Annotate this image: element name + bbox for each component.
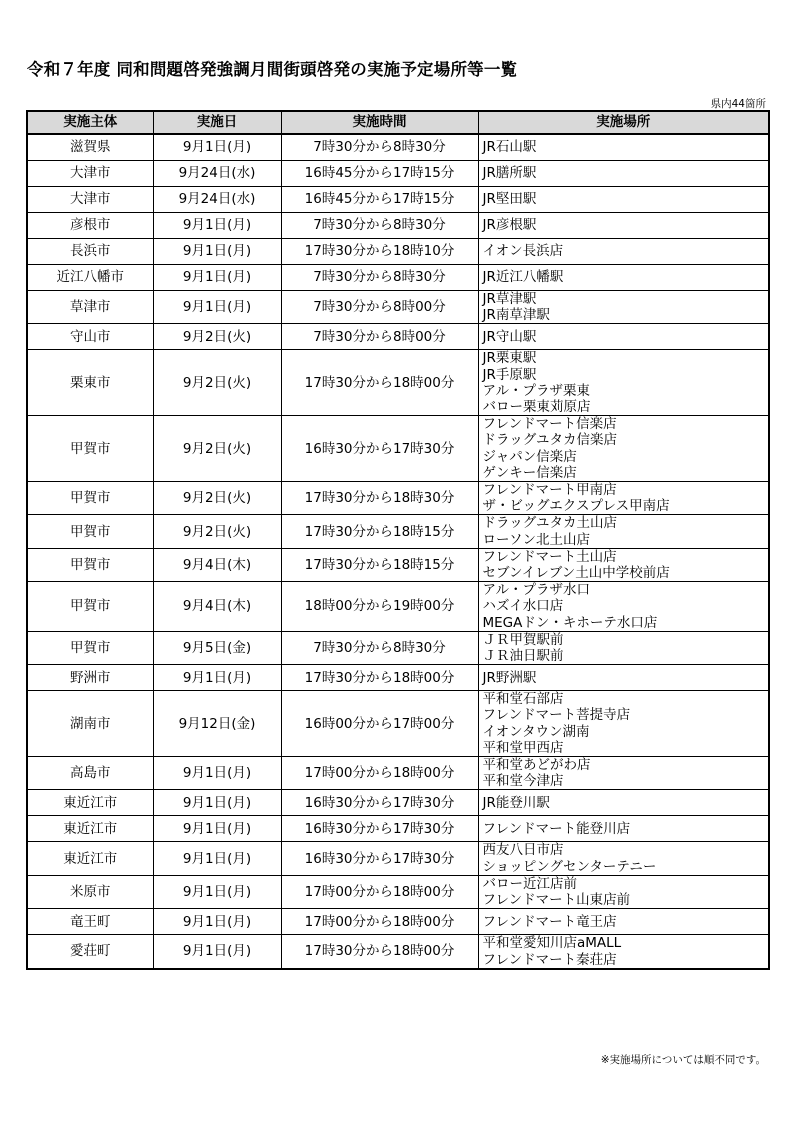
place-name: バロー栗東苅原店 bbox=[482, 399, 591, 416]
time-cell: 7時30分から8時30分 bbox=[281, 213, 478, 239]
header-place: 実施場所 bbox=[478, 111, 769, 134]
entity-cell: 竜王町 bbox=[27, 909, 153, 935]
location-count: 県内44箇所 bbox=[710, 98, 766, 110]
place-name: ＪＲ油日駅前 bbox=[482, 648, 564, 665]
table-row bbox=[27, 909, 769, 935]
place-name: ジャパン信楽店 bbox=[482, 448, 577, 465]
place-name: JR膳所駅 bbox=[482, 165, 537, 182]
place-cell bbox=[478, 875, 769, 908]
place-name: ＪＲ甲賀駅前 bbox=[482, 631, 564, 648]
time-cell: 17時00分から18時00分 bbox=[281, 875, 478, 908]
time-cell: 18時00分から19時00分 bbox=[281, 582, 478, 632]
date-cell: 9月2日(火) bbox=[153, 515, 281, 548]
place-name: ハズイ水口店 bbox=[482, 598, 564, 615]
place-cell bbox=[478, 134, 769, 161]
place-cell bbox=[478, 548, 769, 581]
place-cell bbox=[478, 842, 769, 875]
table-row bbox=[27, 213, 769, 239]
time-cell: 17時30分から18時10分 bbox=[281, 239, 478, 265]
time-cell: 16時00分から17時00分 bbox=[281, 691, 478, 757]
entity-cell: 野洲市 bbox=[27, 665, 153, 691]
place-name: JR南草津駅 bbox=[482, 307, 550, 324]
place-name: JR野洲駅 bbox=[482, 669, 537, 686]
place-name: 平和堂甲西店 bbox=[482, 739, 564, 756]
table-row bbox=[27, 875, 769, 908]
entity-cell: 東近江市 bbox=[27, 842, 153, 875]
place-name: JR草津駅 bbox=[482, 291, 537, 307]
time-cell: 17時30分から18時30分 bbox=[281, 482, 478, 515]
date-cell: 9月1日(月) bbox=[153, 213, 281, 239]
entity-cell: 守山市 bbox=[27, 324, 153, 350]
place-name: JR石山駅 bbox=[482, 139, 537, 156]
table-row bbox=[27, 350, 769, 416]
place-name: フレンドマート山東店前 bbox=[482, 892, 631, 909]
table-row bbox=[27, 134, 769, 161]
entity-cell: 甲賀市 bbox=[27, 515, 153, 548]
entity-cell: 湖南市 bbox=[27, 691, 153, 757]
date-cell: 9月1日(月) bbox=[153, 875, 281, 908]
entity-cell: 甲賀市 bbox=[27, 631, 153, 664]
footnote: ※実施場所については順不同です。 bbox=[600, 1054, 766, 1066]
place-name: ゲンキー信楽店 bbox=[482, 464, 577, 481]
place-cell bbox=[478, 482, 769, 515]
date-cell: 9月1日(月) bbox=[153, 239, 281, 265]
entity-cell: 近江八幡市 bbox=[27, 265, 153, 291]
time-cell: 16時30分から17時30分 bbox=[281, 842, 478, 875]
entity-cell: 東近江市 bbox=[27, 816, 153, 842]
place-name: フレンドマート秦荘店 bbox=[482, 951, 617, 968]
header-row bbox=[27, 111, 769, 134]
place-name: フレンドマート甲南店 bbox=[482, 482, 617, 499]
table-row bbox=[27, 548, 769, 581]
table-row bbox=[27, 935, 769, 969]
place-cell bbox=[478, 416, 769, 482]
entity-cell: 大津市 bbox=[27, 187, 153, 213]
table-row bbox=[27, 816, 769, 842]
table-row bbox=[27, 324, 769, 350]
place-cell bbox=[478, 265, 769, 291]
time-cell: 17時30分から18時00分 bbox=[281, 935, 478, 969]
header-time: 実施時間 bbox=[281, 111, 478, 134]
header-date: 実施日 bbox=[153, 111, 281, 134]
place-name: アル・プラザ水口 bbox=[482, 582, 590, 599]
entity-cell: 高島市 bbox=[27, 757, 153, 790]
table-row bbox=[27, 265, 769, 291]
place-name: フレンドマート竜王店 bbox=[482, 913, 617, 930]
time-cell: 17時00分から18時00分 bbox=[281, 909, 478, 935]
place-cell bbox=[478, 213, 769, 239]
place-cell bbox=[478, 582, 769, 632]
entity-cell: 甲賀市 bbox=[27, 416, 153, 482]
entity-cell: 草津市 bbox=[27, 291, 153, 324]
place-cell bbox=[478, 631, 769, 664]
place-cell bbox=[478, 187, 769, 213]
table-row bbox=[27, 482, 769, 515]
entity-cell: 愛荘町 bbox=[27, 935, 153, 969]
place-name: JR守山駅 bbox=[482, 328, 537, 345]
table-row bbox=[27, 239, 769, 265]
table-row bbox=[27, 161, 769, 187]
entity-cell: 彦根市 bbox=[27, 213, 153, 239]
table-row bbox=[27, 757, 769, 790]
table-row bbox=[27, 515, 769, 548]
place-cell bbox=[478, 691, 769, 757]
place-name: アル・プラザ栗東 bbox=[482, 382, 590, 399]
date-cell: 9月1日(月) bbox=[153, 665, 281, 691]
time-cell: 7時30分から8時30分 bbox=[281, 134, 478, 161]
time-cell: 16時30分から17時30分 bbox=[281, 790, 478, 816]
entity-cell: 東近江市 bbox=[27, 790, 153, 816]
place-name: JR栗東駅 bbox=[482, 350, 537, 367]
place-name: フレンドマート土山店 bbox=[482, 548, 617, 565]
place-cell bbox=[478, 816, 769, 842]
date-cell: 9月5日(金) bbox=[153, 631, 281, 664]
place-name: 平和堂石部店 bbox=[482, 691, 564, 708]
time-cell: 17時30分から18時15分 bbox=[281, 548, 478, 581]
schedule-table bbox=[26, 110, 770, 970]
date-cell: 9月12日(金) bbox=[153, 691, 281, 757]
place-name: 平和堂今津店 bbox=[482, 773, 564, 790]
table-row bbox=[27, 790, 769, 816]
date-cell: 9月1日(月) bbox=[153, 909, 281, 935]
entity-cell: 栗東市 bbox=[27, 350, 153, 416]
table-row bbox=[27, 691, 769, 757]
place-name: JR近江八幡駅 bbox=[482, 269, 564, 286]
time-cell: 7時30分から8時30分 bbox=[281, 631, 478, 664]
table-row bbox=[27, 291, 769, 324]
place-name: セブンイレブン土山中学校前店 bbox=[482, 565, 670, 582]
date-cell: 9月2日(火) bbox=[153, 482, 281, 515]
entity-cell: 甲賀市 bbox=[27, 548, 153, 581]
entity-cell: 甲賀市 bbox=[27, 582, 153, 632]
time-cell: 7時30分から8時30分 bbox=[281, 265, 478, 291]
place-name: ザ・ビッグエクスプレス甲南店 bbox=[482, 498, 670, 515]
place-name: ショッピングセンターテニー bbox=[482, 858, 657, 875]
date-cell: 9月1日(月) bbox=[153, 134, 281, 161]
entity-cell: 米原市 bbox=[27, 875, 153, 908]
place-cell bbox=[478, 665, 769, 691]
entity-cell: 大津市 bbox=[27, 161, 153, 187]
date-cell: 9月1日(月) bbox=[153, 291, 281, 324]
place-cell bbox=[478, 935, 769, 969]
place-cell bbox=[478, 161, 769, 187]
date-cell: 9月1日(月) bbox=[153, 935, 281, 969]
table-row bbox=[27, 842, 769, 875]
table-row bbox=[27, 416, 769, 482]
table-row bbox=[27, 631, 769, 664]
place-name: 平和堂あどがわ店 bbox=[482, 757, 591, 774]
table-header bbox=[27, 111, 769, 134]
date-cell: 9月24日(水) bbox=[153, 161, 281, 187]
header-entity: 実施主体 bbox=[27, 111, 153, 134]
place-name: フレンドマート信楽店 bbox=[482, 416, 617, 433]
page-title: 令和７年度 同和問題啓発強調月間街頭啓発の実施予定場所等一覧 bbox=[27, 60, 518, 79]
place-cell bbox=[478, 909, 769, 935]
table-body bbox=[27, 134, 769, 969]
table-row bbox=[27, 665, 769, 691]
place-name: バロー近江店前 bbox=[482, 875, 577, 892]
place-name: 西友八日市店 bbox=[482, 842, 564, 859]
place-name: JR堅田駅 bbox=[482, 191, 537, 208]
entity-cell: 甲賀市 bbox=[27, 482, 153, 515]
place-name: イオンタウン湖南 bbox=[482, 723, 590, 740]
place-cell bbox=[478, 324, 769, 350]
place-name: ドラッグユタカ土山店 bbox=[482, 515, 617, 532]
time-cell: 17時30分から18時00分 bbox=[281, 665, 478, 691]
place-cell bbox=[478, 515, 769, 548]
time-cell: 16時45分から17時15分 bbox=[281, 187, 478, 213]
date-cell: 9月4日(木) bbox=[153, 548, 281, 581]
place-name: MEGAドン・キホーテ水口店 bbox=[482, 614, 658, 631]
date-cell: 9月1日(月) bbox=[153, 790, 281, 816]
place-cell bbox=[478, 239, 769, 265]
time-cell: 7時30分から8時00分 bbox=[281, 324, 478, 350]
time-cell: 16時45分から17時15分 bbox=[281, 161, 478, 187]
place-cell bbox=[478, 790, 769, 816]
entity-cell: 滋賀県 bbox=[27, 134, 153, 161]
place-cell bbox=[478, 757, 769, 790]
place-name: JR能登川駅 bbox=[482, 794, 550, 811]
time-cell: 7時30分から8時00分 bbox=[281, 291, 478, 324]
date-cell: 9月2日(火) bbox=[153, 324, 281, 350]
entity-cell: 長浜市 bbox=[27, 239, 153, 265]
time-cell: 17時30分から18時00分 bbox=[281, 350, 478, 416]
date-cell: 9月1日(月) bbox=[153, 816, 281, 842]
date-cell: 9月24日(水) bbox=[153, 187, 281, 213]
place-name: フレンドマート菩提寺店 bbox=[482, 707, 631, 724]
date-cell: 9月1日(月) bbox=[153, 757, 281, 790]
date-cell: 9月2日(火) bbox=[153, 416, 281, 482]
place-name: JR手原駅 bbox=[482, 366, 537, 383]
place-cell bbox=[478, 291, 769, 324]
date-cell: 9月2日(火) bbox=[153, 350, 281, 416]
date-cell: 9月1日(月) bbox=[153, 842, 281, 875]
time-cell: 17時30分から18時15分 bbox=[281, 515, 478, 548]
place-cell bbox=[478, 350, 769, 416]
date-cell: 9月1日(月) bbox=[153, 265, 281, 291]
table-row bbox=[27, 582, 769, 632]
place-name: 平和堂愛知川店aMALL bbox=[482, 935, 622, 952]
time-cell: 17時00分から18時00分 bbox=[281, 757, 478, 790]
time-cell: 16時30分から17時30分 bbox=[281, 816, 478, 842]
place-name: JR彦根駅 bbox=[482, 217, 537, 234]
place-name: ローソン北土山店 bbox=[482, 531, 590, 548]
place-name: イオン長浜店 bbox=[482, 243, 564, 260]
time-cell: 16時30分から17時30分 bbox=[281, 416, 478, 482]
place-name: フレンドマート能登川店 bbox=[482, 820, 631, 837]
place-name: ドラッグユタカ信楽店 bbox=[482, 432, 617, 449]
table-row bbox=[27, 187, 769, 213]
date-cell: 9月4日(木) bbox=[153, 582, 281, 632]
